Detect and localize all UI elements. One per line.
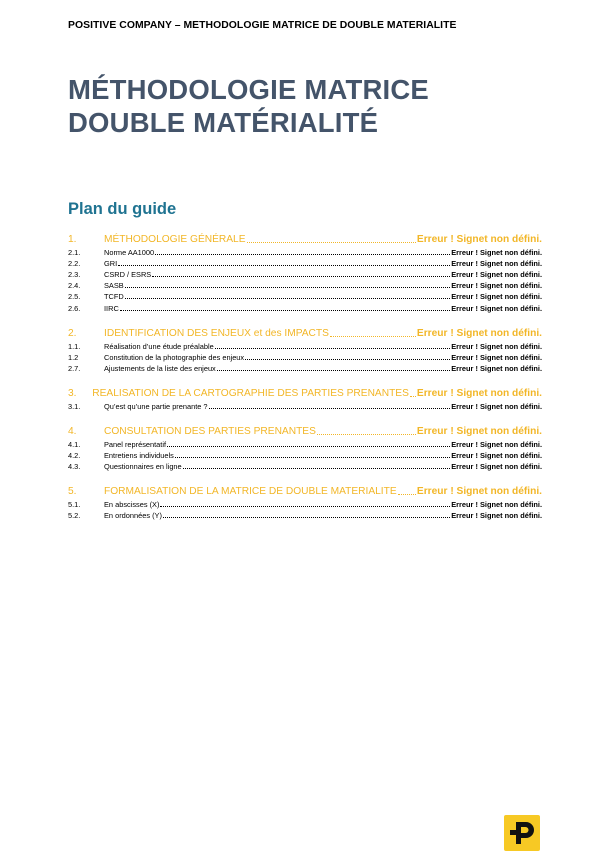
toc-section-entry[interactable] <box>68 326 542 339</box>
toc-subsection-title: Constitution de la photographie des enjeux <box>104 352 245 362</box>
toc-dot-leader <box>163 517 450 518</box>
toc-section <box>68 484 542 520</box>
toc-subsection-title: Norme AA1000 <box>104 248 155 258</box>
toc-section-title: REALISATION DE LA CARTOGRAPHIE DES PARTIES PRENANTES <box>92 387 409 399</box>
toc-dot-leader <box>167 446 450 447</box>
toc-subsection-title: GRI <box>104 259 118 269</box>
positive-company-p-logo-icon <box>504 815 540 851</box>
toc-subsection-entry[interactable] <box>68 362 542 373</box>
toc-dot-leader <box>125 287 451 288</box>
toc-page-reference-error: Erreur ! Signet non défini. <box>451 401 542 411</box>
toc-subsection-entry[interactable] <box>68 449 542 460</box>
table-of-contents <box>68 232 542 533</box>
toc-page-reference-error: Erreur ! Signet non défini. <box>451 281 542 291</box>
toc-subsection-number: 1.1. <box>68 341 81 351</box>
toc-dot-leader <box>209 408 451 409</box>
toc-subsection-number: 2.2. <box>68 259 81 269</box>
toc-section <box>68 232 542 313</box>
toc-dot-leader <box>155 254 450 255</box>
toc-subsection-entry[interactable] <box>68 301 542 312</box>
toc-page-reference-error: Erreur ! Signet non défini. <box>416 387 542 399</box>
toc-page-reference-error: Erreur ! Signet non défini. <box>451 440 542 450</box>
toc-page-reference-error: Erreur ! Signet non défini. <box>451 259 542 269</box>
toc-subsection-entry[interactable] <box>68 257 542 268</box>
toc-section-number: 1. <box>68 234 77 245</box>
toc-subsection-number: 5.2. <box>68 511 81 521</box>
toc-dot-leader <box>398 494 416 495</box>
toc-dot-leader <box>217 370 451 371</box>
toc-subsection-title: CSRD / ESRS <box>104 270 152 280</box>
toc-subsection-number: 4.1. <box>68 440 81 450</box>
toc-subsection-title: Réalisation d’une étude préalable <box>104 341 214 351</box>
toc-dot-leader <box>120 310 450 311</box>
toc-dot-leader <box>175 457 450 458</box>
toc-page-reference-error: Erreur ! Signet non défini. <box>451 462 542 472</box>
document-title-line-2: DOUBLE MATÉRIALITÉ <box>68 107 379 138</box>
toc-subsection-entry[interactable] <box>68 279 542 290</box>
toc-subsection-entry[interactable] <box>68 460 542 471</box>
toc-page-reference-error: Erreur ! Signet non défini. <box>451 500 542 510</box>
toc-subsection-number: 2.7. <box>68 363 81 373</box>
toc-section <box>68 424 542 471</box>
toc-section <box>68 326 542 373</box>
toc-subsection-number: 2.5. <box>68 292 81 302</box>
toc-dot-leader <box>152 276 450 277</box>
toc-subsection-title: Panel représentatif <box>104 440 167 450</box>
toc-page-reference-error: Erreur ! Signet non défini. <box>416 425 542 437</box>
toc-section-number: 3. <box>68 387 77 399</box>
toc-subsection-title: SASB <box>104 281 124 291</box>
toc-section-number: 2. <box>68 327 77 339</box>
toc-page-reference-error: Erreur ! Signet non défini. <box>451 363 542 373</box>
toc-dot-leader <box>247 242 416 243</box>
toc-subsection-number: 4.2. <box>68 451 81 461</box>
document-title-line-1: MÉTHODOLOGIE MATRICE <box>68 74 429 105</box>
toc-subsection-title: TCFD <box>104 292 124 302</box>
toc-page-reference-error: Erreur ! Signet non défini. <box>451 352 542 362</box>
toc-subsection-entry[interactable] <box>68 351 542 362</box>
document-title <box>68 73 429 139</box>
toc-section-title: IDENTIFICATION DES ENJEUX et des IMPACTS <box>104 327 329 339</box>
toc-section-entry[interactable] <box>68 424 542 437</box>
toc-section-title: MÉTHODOLOGIE GÉNÉRALE <box>104 234 246 245</box>
toc-page-reference-error: Erreur ! Signet non défini. <box>451 292 542 302</box>
toc-section-number: 5. <box>68 486 77 498</box>
toc-subsection-number: 4.3. <box>68 462 81 472</box>
toc-page-reference-error: Erreur ! Signet non défini. <box>451 451 542 461</box>
toc-page-reference-error: Erreur ! Signet non défini. <box>451 341 542 351</box>
toc-heading: Plan du guide <box>68 200 177 218</box>
toc-section <box>68 386 542 411</box>
toc-subsection-title: En ordonnées (Y) <box>104 511 162 521</box>
toc-subsection-number: 1.2 <box>68 352 79 362</box>
toc-section-entry[interactable] <box>68 386 542 399</box>
toc-dot-leader <box>160 506 450 507</box>
toc-subsection-title: Ajustements de la liste des enjeux <box>104 363 216 373</box>
toc-dot-leader <box>330 336 416 337</box>
toc-page-reference-error: Erreur ! Signet non défini. <box>451 248 542 258</box>
toc-subsection-title: Entretiens individuels <box>104 451 174 461</box>
toc-subsection-number: 2.4. <box>68 281 81 291</box>
toc-dot-leader <box>125 298 451 299</box>
toc-section-entry[interactable] <box>68 484 542 497</box>
toc-subsection-title: Qu’est qu’une partie prenante ? <box>104 401 208 411</box>
toc-page-reference-error: Erreur ! Signet non défini. <box>451 270 542 280</box>
toc-subsection-entry[interactable] <box>68 438 542 449</box>
toc-dot-leader <box>245 359 450 360</box>
toc-subsection-entry[interactable] <box>68 340 542 351</box>
toc-subsection-number: 2.3. <box>68 270 81 280</box>
toc-dot-leader <box>183 468 451 469</box>
toc-section-title: FORMALISATION DE LA MATRICE DE DOUBLE MATERIALITE <box>104 486 397 498</box>
toc-dot-leader <box>215 348 451 349</box>
toc-section-number: 4. <box>68 425 77 437</box>
toc-subsection-title: En abscisses (X) <box>104 500 160 510</box>
toc-section-entry[interactable] <box>68 232 542 245</box>
toc-subsection-entry[interactable] <box>68 268 542 279</box>
toc-page-reference-error: Erreur ! Signet non défini. <box>451 511 542 521</box>
toc-subsection-number: 2.1. <box>68 248 81 258</box>
toc-subsection-title: IIRC <box>104 303 119 313</box>
toc-page-reference-error: Erreur ! Signet non défini. <box>416 486 542 498</box>
toc-dot-leader <box>410 396 416 397</box>
toc-subsection-number: 2.6. <box>68 303 81 313</box>
toc-subsection-entry[interactable] <box>68 246 542 257</box>
toc-dot-leader <box>317 434 416 435</box>
toc-subsection-title: Questionnaires en ligne <box>104 462 182 472</box>
toc-subsection-entry[interactable] <box>68 509 542 520</box>
toc-section-title: CONSULTATION DES PARTIES PRENANTES <box>104 425 316 437</box>
document-header: POSITIVE COMPANY – METHODOLOGIE MATRICE DE DOUBLE MATERIALITE <box>68 20 457 31</box>
toc-page-reference-error: Erreur ! Signet non défini. <box>451 303 542 313</box>
toc-page-reference-error: Erreur ! Signet non défini. <box>416 234 542 245</box>
toc-subsection-number: 5.1. <box>68 500 81 510</box>
toc-page-reference-error: Erreur ! Signet non défini. <box>416 327 542 339</box>
toc-dot-leader <box>118 265 450 266</box>
toc-subsection-entry[interactable] <box>68 400 542 411</box>
toc-subsection-entry[interactable] <box>68 498 542 509</box>
toc-subsection-entry[interactable] <box>68 290 542 301</box>
toc-subsection-number: 3.1. <box>68 401 81 411</box>
